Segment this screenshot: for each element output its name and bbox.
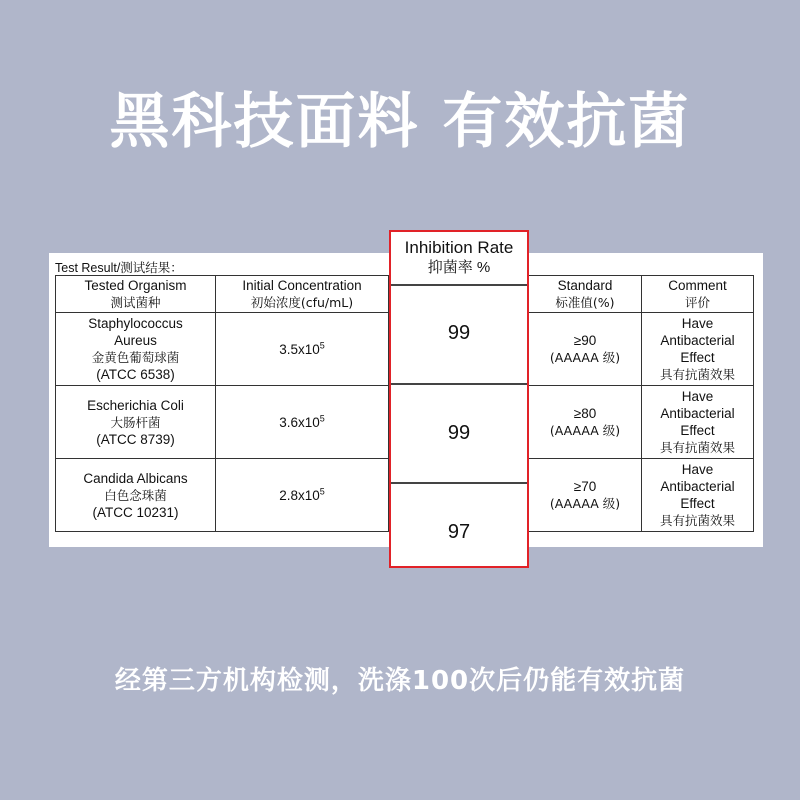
- inhibition-subtitle: 抑菌率 %: [427, 259, 491, 276]
- header-standard: [529, 276, 642, 313]
- concentration-cell: [216, 459, 389, 532]
- organism-cell: [56, 313, 216, 386]
- organism-name: Candida Albicans: [83, 470, 188, 486]
- standard-cell: [529, 313, 642, 386]
- headline: 黑科技面料 有效抗菌: [109, 87, 691, 157]
- comment-line: Effect: [680, 496, 715, 511]
- concentration-exponent: 5: [319, 340, 325, 350]
- header-comment: [642, 276, 754, 313]
- comment-line: Antibacterial: [660, 406, 735, 421]
- organism-cell: [56, 386, 216, 459]
- comment-line: Have: [681, 316, 714, 331]
- standard-value: ≥90: [573, 333, 597, 348]
- comment-cn: 具有抗菌效果: [659, 440, 735, 455]
- organism-cell: [56, 459, 216, 532]
- comment-line: Have: [681, 462, 714, 477]
- organism-name: Staphylococcus: [88, 316, 183, 331]
- organism-cn: 白色念珠菌: [104, 487, 167, 503]
- header-comment-en: Comment: [668, 278, 727, 293]
- organism-cn: 大肠杆菌: [110, 414, 161, 430]
- concentration-base: 2.8x10: [279, 487, 320, 503]
- inhibition-title: Inhibition Rate: [404, 238, 514, 257]
- organism-name-cont: Aureus: [114, 333, 157, 348]
- comment-cell: [642, 459, 754, 532]
- organism-strain: (ATCC 6538): [96, 367, 175, 382]
- comment-cell: [642, 313, 754, 386]
- standard-grade: (AAAAA 级): [549, 496, 621, 511]
- inhibition-value: 99: [447, 322, 471, 344]
- header-organism: [56, 276, 216, 313]
- organism-strain: (ATCC 8739): [96, 431, 175, 447]
- comment-cell: [642, 386, 754, 459]
- inhibition-value: 99: [447, 422, 471, 444]
- comment-line: Antibacterial: [660, 333, 735, 348]
- inhibition-header: [391, 232, 527, 284]
- standard-cell: [529, 386, 642, 459]
- standard-value: ≥80: [573, 406, 597, 421]
- organism-cn: 金黄色葡萄球菌: [91, 350, 180, 365]
- header-comment-cn: 评价: [684, 295, 710, 310]
- header-organism-cn: 测试菌种: [110, 295, 161, 310]
- concentration-cell: [216, 313, 389, 386]
- header-conc-en: Initial Concentration: [242, 278, 362, 293]
- comment-cn: 具有抗菌效果: [659, 367, 735, 382]
- comment-line: Effect: [680, 350, 715, 365]
- standard-grade: (AAAAA 级): [549, 350, 621, 365]
- comment-line: Effect: [680, 423, 715, 438]
- inhibition-divider: [391, 284, 527, 286]
- organism-name: Escherichia Coli: [87, 397, 184, 413]
- concentration-cell: [216, 386, 389, 459]
- inhibition-divider: [391, 383, 527, 385]
- header-standard-en: Standard: [557, 278, 613, 293]
- inhibition-value: 97: [447, 521, 471, 543]
- comment-line: Antibacterial: [660, 479, 735, 494]
- standard-grade: (AAAAA 级): [549, 423, 621, 438]
- header-conc-cn: 初始浓度(cfu/mL): [250, 295, 354, 310]
- concentration-base: 3.6x10: [279, 414, 320, 430]
- comment-line: Have: [681, 389, 714, 404]
- report-label: Test Result/测试结果：: [55, 261, 183, 275]
- footer-caption: 经第三方机构检测，洗涤100次后仍能有效抗菌: [114, 666, 686, 696]
- organism-strain: (ATCC 10231): [92, 504, 179, 520]
- concentration-exponent: 5: [319, 413, 325, 423]
- header-standard-cn: 标准值(%): [555, 295, 615, 310]
- header-organism-en: Tested Organism: [84, 278, 187, 293]
- concentration-exponent: 5: [319, 486, 325, 496]
- inhibition-divider: [391, 482, 527, 484]
- standard-value: ≥70: [573, 479, 597, 494]
- inhibition-rate-highlight: [389, 230, 529, 568]
- standard-cell: [529, 459, 642, 532]
- comment-cn: 具有抗菌效果: [659, 513, 735, 528]
- concentration-base: 3.5x10: [279, 341, 320, 357]
- header-concentration: [216, 276, 389, 313]
